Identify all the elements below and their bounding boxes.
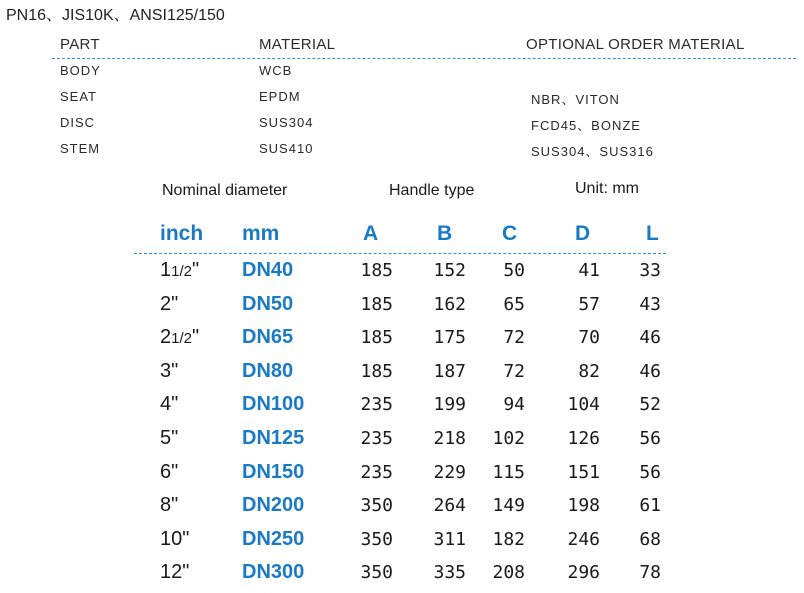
dimension-a-cell: 350 [360, 495, 393, 516]
dimension-c-cell: 50 [503, 260, 525, 281]
column-header-inch: inch [160, 222, 204, 245]
material-row-optional: SUS304、SUS316 [531, 144, 654, 159]
dimension-divider [134, 253, 666, 254]
material-row-optional: NBR、VITON [531, 92, 620, 107]
dn-size-cell: DN200 [242, 494, 305, 516]
inch-size-cell: 2" [160, 293, 179, 315]
dimension-b-cell: 152 [433, 260, 466, 281]
dimension-l-cell: 43 [639, 294, 661, 315]
column-header-a: A [363, 222, 379, 245]
dimension-l-cell: 68 [639, 529, 661, 550]
dimension-l-cell: 33 [639, 260, 661, 281]
dimension-b-cell: 187 [433, 361, 466, 382]
column-header-l: L [646, 222, 659, 245]
column-header-mm: mm [242, 222, 280, 245]
dimension-d-cell: 41 [578, 260, 600, 281]
dimension-b-cell: 162 [433, 294, 466, 315]
dimension-c-cell: 102 [492, 428, 525, 449]
material-header-part: PART [60, 36, 100, 53]
nominal-diameter-label: Nominal diameter [162, 182, 288, 199]
inch-size-cell: 11/2" [160, 259, 200, 281]
column-header-b: B [437, 222, 453, 245]
dn-size-cell: DN150 [242, 461, 305, 483]
material-row-material: EPDM [259, 89, 301, 104]
dimension-l-cell: 78 [639, 562, 661, 583]
material-row-material: SUS410 [259, 141, 314, 156]
dimension-c-cell: 182 [492, 529, 525, 550]
dn-size-cell: DN250 [242, 528, 305, 550]
dimension-d-cell: 104 [567, 394, 600, 415]
material-row-part: STEM [60, 141, 101, 156]
dimension-a-cell: 185 [360, 294, 393, 315]
dimension-b-cell: 311 [433, 529, 466, 550]
column-header-d: D [575, 222, 591, 245]
dn-size-cell: DN100 [242, 393, 305, 415]
dimension-d-cell: 246 [567, 529, 600, 550]
dimension-b-cell: 199 [433, 394, 466, 415]
dimension-l-cell: 61 [639, 495, 661, 516]
dimension-l-cell: 46 [639, 327, 661, 348]
dimension-l-cell: 56 [639, 428, 661, 449]
material-row-material: SUS304 [259, 115, 314, 130]
dimension-a-cell: 235 [360, 394, 393, 415]
dimension-a-cell: 235 [360, 428, 393, 449]
dimension-d-cell: 70 [578, 327, 600, 348]
dimension-a-cell: 235 [360, 462, 393, 483]
dn-size-cell: DN80 [242, 360, 294, 382]
dimension-a-cell: 350 [360, 562, 393, 583]
material-row-optional: FCD45、BONZE [531, 118, 641, 133]
dimension-d-cell: 57 [578, 294, 600, 315]
dimension-l-cell: 46 [639, 361, 661, 382]
material-row-part: DISC [60, 115, 96, 130]
inch-size-cell: 10" [160, 528, 190, 550]
dimension-c-cell: 65 [503, 294, 525, 315]
dn-size-cell: DN300 [242, 561, 305, 583]
dimension-c-cell: 149 [492, 495, 525, 516]
dimension-c-cell: 72 [503, 327, 525, 348]
dimension-c-cell: 94 [503, 394, 525, 415]
dimension-a-cell: 185 [360, 361, 393, 382]
inch-size-cell: 6" [160, 461, 179, 483]
inch-size-cell: 8" [160, 494, 179, 516]
pressure-standard-title: PN16、JIS10K、ANSI125/150 [6, 7, 225, 24]
dimension-b-cell: 229 [433, 462, 466, 483]
dimension-b-cell: 335 [433, 562, 466, 583]
dimension-d-cell: 151 [567, 462, 600, 483]
dimension-c-cell: 72 [503, 361, 525, 382]
unit-label: Unit: mm [575, 180, 639, 197]
material-row-material: WCB [259, 63, 293, 78]
dn-size-cell: DN40 [242, 259, 294, 281]
dimension-b-cell: 218 [433, 428, 466, 449]
material-row-part: BODY [60, 63, 101, 78]
inch-size-cell: 21/2" [160, 326, 200, 348]
dn-size-cell: DN65 [242, 326, 294, 348]
dimension-b-cell: 175 [433, 327, 466, 348]
inch-size-cell: 12" [160, 561, 190, 583]
dimension-c-cell: 115 [492, 462, 525, 483]
dn-size-cell: DN125 [242, 427, 305, 449]
dimension-a-cell: 185 [360, 260, 393, 281]
dimension-a-cell: 350 [360, 529, 393, 550]
dimension-c-cell: 208 [492, 562, 525, 583]
material-header-material: MATERIAL [259, 36, 336, 53]
column-header-c: C [502, 222, 518, 245]
inch-size-cell: 5" [160, 427, 179, 449]
dimension-d-cell: 198 [567, 495, 600, 516]
material-divider [52, 58, 796, 59]
handle-type-label: Handle type [389, 182, 475, 199]
dimension-d-cell: 82 [578, 361, 600, 382]
dimension-l-cell: 56 [639, 462, 661, 483]
material-row-part: SEAT [60, 89, 97, 104]
dimension-l-cell: 52 [639, 394, 661, 415]
dn-size-cell: DN50 [242, 293, 294, 315]
inch-size-cell: 4" [160, 393, 179, 415]
dimension-d-cell: 126 [567, 428, 600, 449]
dimension-a-cell: 185 [360, 327, 393, 348]
inch-size-cell: 3" [160, 360, 179, 382]
material-header-optional: OPTIONAL ORDER MATERIAL [526, 36, 745, 53]
dimension-b-cell: 264 [433, 495, 466, 516]
dimension-d-cell: 296 [567, 562, 600, 583]
